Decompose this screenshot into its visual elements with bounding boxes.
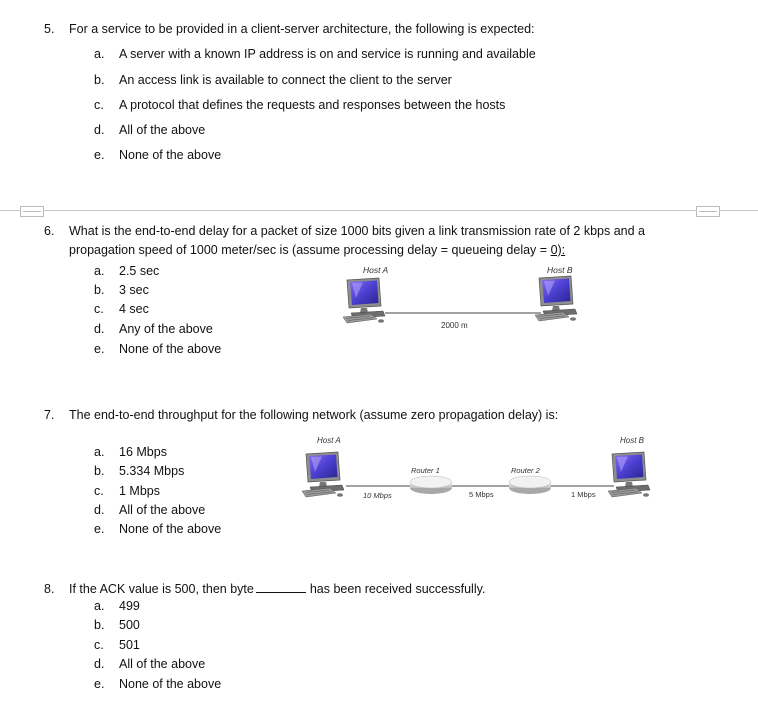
link-2-label: 5 Mbps — [469, 490, 494, 499]
option-letter: c. — [94, 638, 104, 652]
question-text-prefix: If the ACK value is 500, then byte — [69, 582, 254, 596]
option-text: All of the above — [119, 657, 206, 671]
question-text-line-2 — [69, 243, 565, 257]
host-a-computer-icon — [302, 452, 344, 497]
option-letter: e. — [94, 148, 105, 162]
option-text: 500 — [119, 618, 140, 632]
question-text-line-2-prefix: propagation speed of 1000 meter/sec is (assume processing delay = queueing delay = — [69, 243, 551, 257]
question-text-line-1: What is the end-to-end delay for a packet of size 1000 bits given a link transmission rate of 2 kbps and a — [69, 224, 646, 238]
option-text: All of the above — [119, 503, 206, 517]
option-text: 1 Mbps — [119, 484, 160, 498]
option-letter: a. — [94, 445, 105, 459]
option-letter: b. — [94, 73, 105, 87]
question-number: 8. — [44, 582, 55, 596]
option-text: All of the above — [119, 123, 206, 137]
option-letter: d. — [94, 322, 105, 336]
link-1-label: 10 Mbps — [363, 491, 392, 500]
option-letter: d. — [94, 657, 105, 671]
option-text: 4 sec — [119, 302, 149, 316]
option-text: 16 Mbps — [119, 445, 167, 459]
question-number: 7. — [44, 408, 55, 422]
distance-label: 2000 m — [441, 321, 468, 330]
host-a-computer-icon — [343, 278, 385, 323]
question-text: The end-to-end throughput for the following network (assume zero propagation delay) is: — [69, 408, 559, 422]
option-letter: d. — [94, 503, 105, 517]
router-1-label: Router 1 — [411, 466, 440, 475]
option-letter: c. — [94, 302, 104, 316]
host-b-label: Host B — [547, 265, 573, 275]
host-b-label: Host B — [620, 436, 645, 445]
option-letter: c. — [94, 484, 104, 498]
option-text: None of the above — [119, 342, 222, 356]
question-text — [69, 582, 485, 596]
option-letter: a. — [94, 599, 105, 613]
option-letter: b. — [94, 618, 105, 632]
question-text-suffix: has been received successfully. — [309, 582, 486, 596]
page-break-marker-left — [20, 206, 44, 217]
question-text-line-2-underlined: 0): — [550, 243, 566, 257]
question-number: 6. — [44, 224, 55, 238]
page-break — [0, 206, 758, 216]
router-1-icon — [410, 476, 452, 494]
option-text: Any of the above — [119, 322, 213, 336]
option-text: 5.334 Mbps — [119, 464, 185, 478]
router-network-diagram — [300, 432, 670, 508]
option-letter: e. — [94, 342, 105, 356]
option-letter: d. — [94, 123, 105, 137]
option-text: 501 — [119, 638, 140, 652]
host-b-computer-icon — [608, 452, 650, 497]
option-letter: c. — [94, 98, 104, 112]
host-a-label: Host A — [363, 265, 389, 275]
option-text: A server with a known IP address is on and service is running and available — [119, 47, 536, 61]
option-text: An access link is available to connect the client to the server — [119, 73, 452, 87]
question-number: 5. — [44, 22, 55, 36]
question-text: For a service to be provided in a client-server architecture, the following is expected: — [69, 22, 535, 36]
option-text: None of the above — [119, 522, 222, 536]
option-text: 2.5 sec — [119, 264, 160, 278]
option-text: 499 — [119, 599, 140, 613]
host-b-computer-icon — [535, 276, 577, 321]
router-2-label: Router 2 — [511, 466, 540, 475]
option-letter: a. — [94, 47, 105, 61]
option-text: A protocol that defines the requests and responses between the hosts — [119, 98, 506, 112]
option-letter: a. — [94, 264, 105, 278]
answer-blank — [256, 582, 306, 593]
page-break-line — [0, 210, 758, 211]
option-letter: b. — [94, 464, 105, 478]
option-text: None of the above — [119, 677, 222, 691]
option-letter: e. — [94, 677, 105, 691]
router-2-icon — [509, 476, 551, 494]
option-text: None of the above — [119, 148, 222, 162]
host-a-label: Host A — [317, 436, 341, 445]
page-break-marker-right — [696, 206, 720, 217]
option-letter: e. — [94, 522, 105, 536]
option-letter: b. — [94, 283, 105, 297]
two-host-diagram — [335, 262, 595, 342]
link-3-label: 1 Mbps — [571, 490, 596, 499]
option-text: 3 sec — [119, 283, 149, 297]
